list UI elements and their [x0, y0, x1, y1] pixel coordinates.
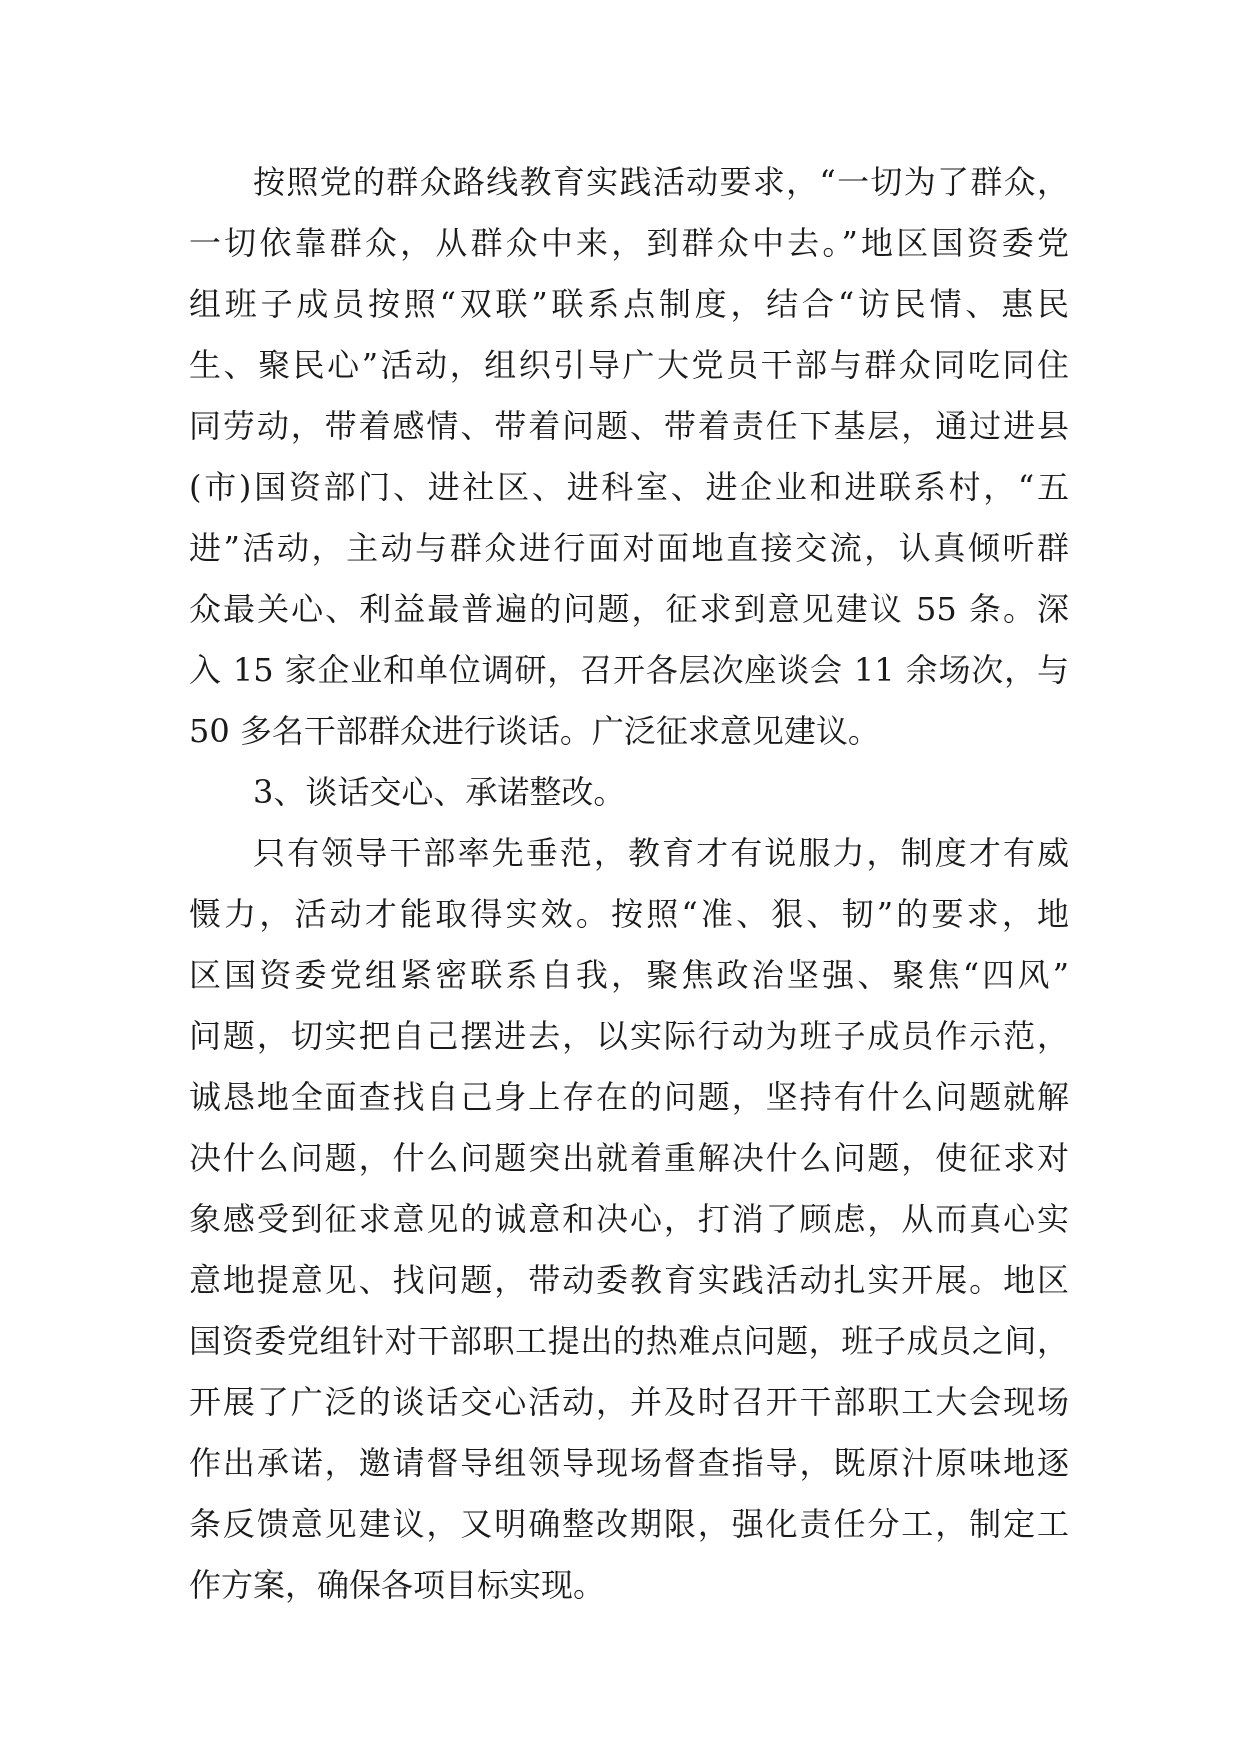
- text-line: 区国资委党组紧密联系自我，聚焦政治坚强、聚焦“四风”: [189, 956, 1069, 994]
- text-line: 进”活动，主动与群众进行面对面地直接交流，认真倾听群: [189, 529, 1069, 567]
- text-line: 同劳动，带着感情、带着问题、带着责任下基层，通过进县: [189, 407, 1069, 445]
- text-line: 众最关心、利益最普遍的问题，征求到意见建议 55 条。深: [189, 590, 1069, 628]
- section-heading: 3、谈话交心、承诺整改。: [253, 773, 626, 811]
- text-line: 诚恳地全面查找自己身上存在的问题，坚持有什么问题就解: [189, 1078, 1069, 1116]
- text-line: 一切依靠群众，从群众中来，到群众中去。”地区国资委党: [189, 224, 1069, 262]
- document-body: [189, 152, 1069, 1616]
- text-line: 意地提意见、找问题，带动委教育实践活动扎实开展。地区: [189, 1261, 1069, 1299]
- text-line: 慑力，活动才能取得实效。按照“准、狠、韧”的要求，地: [189, 895, 1069, 933]
- text-line: 象感受到征求意见的诚意和决心，打消了顾虑，从而真心实: [189, 1200, 1069, 1238]
- text-line: 入 15 家企业和单位调研，召开各层次座谈会 11 余场次，与: [189, 651, 1069, 689]
- text-line: 开展了广泛的谈话交心活动，并及时召开干部职工大会现场: [189, 1383, 1069, 1421]
- text-line: 决什么问题，什么问题突出就着重解决什么问题，使征求对: [189, 1139, 1069, 1177]
- text-line: 国资委党组针对干部职工提出的热难点问题，班子成员之间，: [189, 1322, 1069, 1360]
- paragraph-outreach: [189, 152, 1069, 762]
- text-line: 生、聚民心”活动，组织引导广大党员干部与群众同吃同住: [189, 346, 1069, 384]
- text-line: (市)国资部门、进社区、进科室、进企业和进联系村，“五: [189, 468, 1069, 506]
- text-line: 条反馈意见建议，又明确整改期限，强化责任分工，制定工: [189, 1505, 1069, 1543]
- text-line: 50 多名干部群众进行谈话。广泛征求意见建议。: [189, 712, 880, 750]
- text-line: 问题，切实把自己摆进去，以实际行动为班子成员作示范，: [189, 1017, 1069, 1055]
- paragraph-commitment: [189, 823, 1069, 1616]
- text-line: 组班子成员按照“双联”联系点制度，结合“访民情、惠民: [189, 285, 1069, 323]
- text-line: 只有领导干部率先垂范，教育才有说服力，制度才有威: [253, 834, 1069, 872]
- text-line: 作方案，确保各项目标实现。: [189, 1566, 606, 1604]
- text-line: 作出承诺，邀请督导组领导现场督查指导，既原汁原味地逐: [189, 1444, 1069, 1482]
- text-line: 按照党的群众路线教育实践活动要求，“一切为了群众，: [253, 163, 1069, 201]
